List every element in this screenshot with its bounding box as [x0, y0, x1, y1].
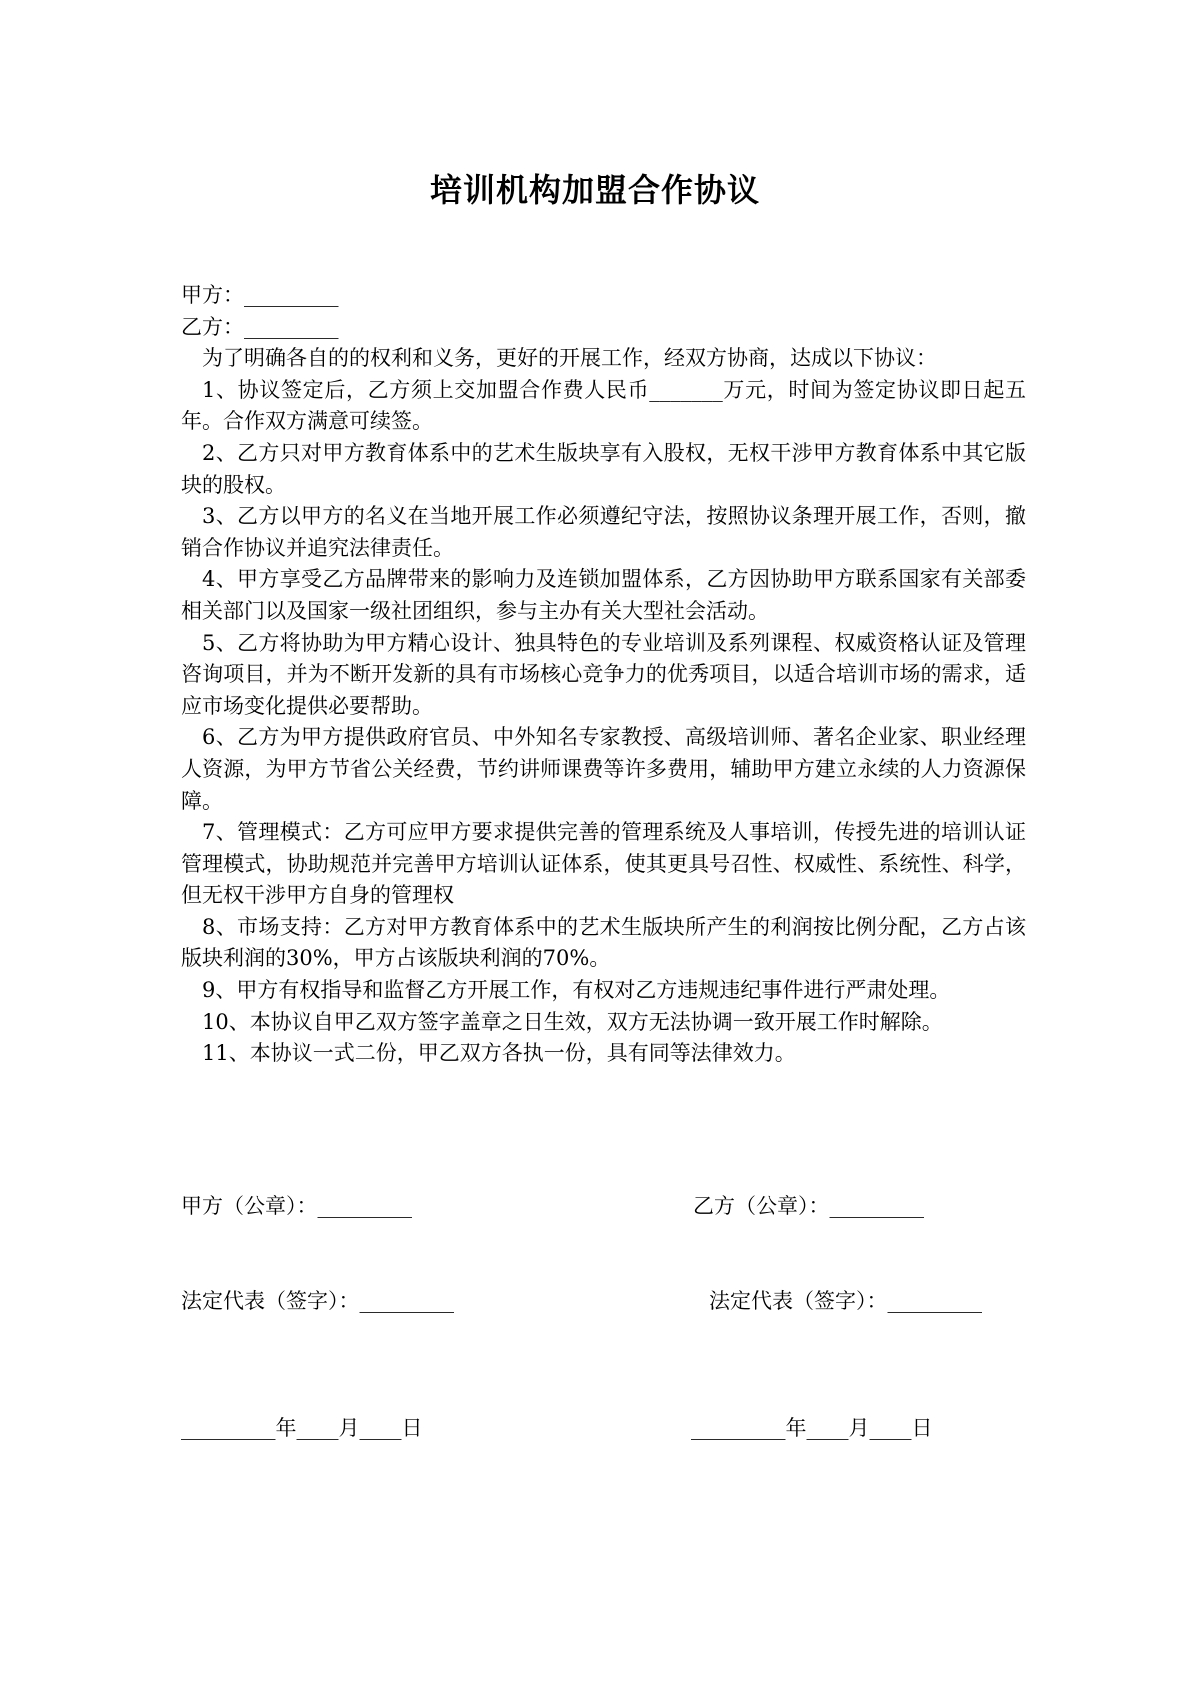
clause-6: 6、乙方为甲方提供政府官员、中外知名专家教授、高级培训师、著名企业家、职业经理人资源，为甲方节省公关经费，节约讲师课费等许多费用，辅助甲方建立永续的人力资源保障。 — [181, 725, 1026, 813]
clause-8: 8、市场支持：乙方对甲方教育体系中的艺术生版块所产生的利润按比例分配，乙方占该版块利润的30%，甲方占该版块利润的70%。 — [181, 914, 1026, 971]
document-title: 培训机构加盟合作协议 — [429, 171, 760, 209]
clause-11: 11、本协议一式二份，甲乙双方各执一份，具有同等法律效力。 — [202, 1041, 796, 1066]
clause-3: 3、乙方以甲方的名义在当地开展工作必须遵纪守法，按照协议条理开展工作，否则，撤销合作协议并追究法律责任。 — [181, 504, 1026, 560]
clause-2: 2、乙方只对甲方教育体系中的艺术生版块享有入股权，无权干涉甲方教育体系中其它版块的股权。 — [181, 440, 1026, 497]
clause-5: 5、乙方将协助为甲方精心设计、独具特色的专业培训及系列课程、权威资格认证及管理咨询项目，并为不断开发新的具有市场核心竞争力的优秀项目，以适合培训市场的需求，适应市场变化提供必要帮助。 — [181, 630, 1026, 718]
clause-9: 9、甲方有权指导和监督乙方开展工作，有权对乙方违规违纪事件进行严肃处理。 — [202, 978, 951, 1003]
party-b-line: 乙方：_________ — [181, 314, 339, 339]
party-a-date: _________年____月____日 — [181, 1416, 423, 1440]
party-b-date: _________年____月____日 — [691, 1416, 933, 1440]
party-a-line: 甲方：_________ — [181, 283, 339, 307]
clause-4: 4、甲方享受乙方品牌带来的影响力及连锁加盟体系，乙方因协助甲方联系国家有关部委相关部门以及国家一级社团组织，参与主办有关大型社会活动。 — [181, 567, 1026, 623]
party-b-representative: 法定代表（签字）：_________ — [709, 1289, 982, 1313]
intro-paragraph: 为了明确各自的的权利和义务，更好的开展工作，经双方协商，达成以下协议： — [202, 346, 937, 371]
clause-7: 7、管理模式：乙方可应甲方要求提供完善的管理系统及人事培训，传授先进的培训认证管理模式，协助规范并完善甲方培训认证体系，使其更具号召性、权威性、系统性、科学，但无权干涉甲方自身的管理权 — [181, 820, 1026, 908]
document-body — [181, 280, 1026, 1070]
party-b-seal: 乙方（公章）：_________ — [693, 1194, 924, 1218]
clause-1: 1、协议签定后，乙方须上交加盟合作费人民币_______万元，时间为签定协议即日起五年。合作双方满意可续签。 — [181, 377, 1026, 434]
clause-10: 10、本协议自甲乙双方签字盖章之日生效，双方无法协调一致开展工作时解除。 — [202, 1009, 943, 1034]
party-a-seal: 甲方（公章）：_________ — [181, 1194, 412, 1218]
party-a-representative: 法定代表（签字）：_________ — [181, 1289, 454, 1313]
